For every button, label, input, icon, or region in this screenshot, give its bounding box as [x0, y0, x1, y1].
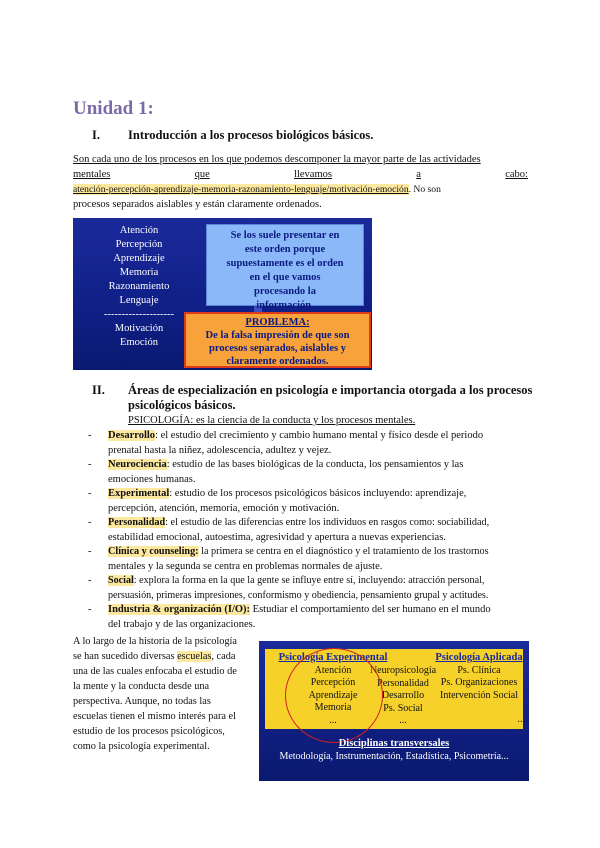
intro-word: que: [194, 169, 210, 180]
bullet-text: la primera se centra en el diagnóstico y el tratamiento de los trastornos: [198, 546, 489, 557]
paragraph-line: estudio de los procesos psicológicos,: [73, 726, 225, 737]
process-item: Emoción: [120, 337, 158, 348]
bullet-term: Personalidad: [108, 517, 166, 528]
column-item: Ps. Clínica: [457, 664, 501, 676]
transversal-title: Disciplinas transversales: [338, 738, 450, 749]
bullet-text: Estudiar el comportamiento del ser humano en el mundo: [250, 604, 491, 615]
bullet-text: persuasión, primeras impresiones, conformismo y obediencia, pensamiento grupal y actitudes.: [108, 590, 489, 601]
paragraph-line: se han sucedido diversas escuelas, cada: [73, 651, 236, 662]
transversal-text: Metodología, Instrumentación, Estadística, Psicometría...: [279, 751, 509, 762]
process-item: Percepción: [115, 239, 163, 250]
column-item: Desarrollo: [381, 690, 425, 701]
bullet-term: Clínica y counseling:: [108, 546, 199, 557]
intro-line-2: [73, 167, 528, 182]
processes-figure: [73, 218, 372, 370]
bullet-text: mentales y la segunda se centra en problemas normales de ajuste.: [108, 561, 383, 572]
column-item: Memoria: [314, 702, 352, 713]
bullet-text: : estudio de las bases biológicas de la conducta, los pensamientos y las: [166, 459, 464, 470]
box-line: supuestamente es el orden: [226, 258, 344, 269]
process-item: Motivación: [114, 323, 164, 334]
column-item: Ps. Social: [383, 702, 423, 714]
bullet-term: Neurociencia: [108, 459, 167, 470]
bullet-text: del trabajo y de las organizaciones.: [108, 619, 256, 630]
paragraph-line: perspectiva. Aunque, no todas las: [73, 696, 211, 707]
definition-text: : es la ciencia de la conducta y los procesos mentales.: [190, 415, 416, 426]
box-line: claramente ordenados.: [226, 356, 329, 367]
box-line: De la falsa impresión de que son: [205, 330, 350, 341]
box-line: procesos separados, aislables y: [209, 343, 346, 354]
box-line: procesando la: [254, 286, 316, 297]
bullet-text: emociones humanas.: [108, 474, 196, 485]
column-item: Ps. Organizaciones: [440, 677, 518, 688]
paragraph-line: como la psicología experimental.: [73, 741, 210, 752]
bullet-text: : el estudio de las diferencias entre los individuos en rasgos como: sociabilidad,: [165, 517, 490, 528]
intro-line-1: Son cada uno de los procesos en los que podemos descomponer la mayor parte de las actividades: [73, 154, 481, 165]
problem-box: [184, 312, 371, 368]
process-item: Lenguaje: [119, 295, 159, 306]
process-list: [81, 224, 197, 350]
column-heading: Psicología Experimental: [278, 652, 388, 663]
highlight-circle: [285, 648, 383, 743]
column-item: Personalidad: [377, 677, 429, 689]
order-explanation-box: [206, 224, 364, 311]
schools-paragraph: [73, 634, 251, 754]
process-item: Memoria: [119, 267, 159, 278]
problem-title: PROBLEMA:: [245, 317, 310, 328]
section-2-number: II.: [92, 383, 105, 397]
bullet-text: prenatal hasta la niñez, adolescencia, adultez y vejez.: [108, 445, 332, 456]
bullet-term: Industria & organización (I/O):: [108, 604, 251, 615]
box-line: en el que vamos: [249, 272, 321, 283]
section-2-title-line: psicológicos básicos.: [128, 398, 236, 412]
section-1-intro: [73, 152, 528, 212]
column-item: Percepción: [310, 677, 356, 688]
box-line: este orden porque: [244, 244, 326, 255]
column-item: ...: [517, 714, 525, 725]
intro-line-3: [73, 182, 528, 197]
column-item: Atención: [314, 664, 352, 676]
column-item: ...: [329, 714, 337, 726]
schools-highlight: escuelas: [177, 651, 212, 662]
bullet-text: estabilidad emocional, autoestima, agresividad y apertura a nuevas experiencias.: [108, 532, 446, 543]
process-item: Razonamiento: [108, 281, 170, 292]
transversal-box: [265, 735, 523, 775]
paragraph-line: A lo largo de la historia de la psicología: [73, 636, 237, 647]
psychology-definition: [128, 413, 415, 428]
bullet-term: Social: [108, 575, 134, 586]
process-item: Atención: [119, 225, 159, 236]
paragraph-line: la mente y la conducta desde una: [73, 681, 210, 692]
schools-panel: [265, 649, 523, 729]
column-item: Aprendizaje: [308, 689, 358, 701]
column-heading: Psicología Aplicada: [435, 652, 523, 663]
intro-word: llevamos: [294, 169, 332, 180]
column-item: ...: [399, 715, 407, 726]
box-line: información.: [256, 300, 314, 311]
process-item: Aprendizaje: [113, 253, 165, 264]
column-item: Neuropsicología: [369, 665, 437, 676]
paragraph-line: una de las cuales enfocaba el estudio de: [73, 666, 237, 677]
page-title: Unidad 1:: [73, 98, 154, 119]
bullet-text: : el estudio del crecimiento y cambio humano mental y físico desde el periodo: [155, 430, 484, 441]
intro-word: cabo:: [505, 169, 528, 180]
definition-term: PSICOLOGÍA: [128, 415, 191, 426]
process-separator: --------------------: [104, 309, 174, 320]
intro-word: a: [416, 169, 421, 180]
bullet-text: percepción, atención, memoria, emoción y motivación.: [108, 503, 340, 514]
bullet-term: Experimental: [108, 488, 170, 499]
bullet-text: : estudio de los procesos psicológicos básicos incluyendo: aprendizaje,: [169, 488, 467, 499]
section-1-number: I.: [92, 128, 100, 142]
bullet-term: Desarrollo: [108, 430, 156, 441]
intro-word: mentales: [73, 169, 111, 180]
intro-line-4: procesos separados aislables y están claramente ordenados.: [73, 199, 322, 210]
applied-column: [433, 652, 525, 727]
section-2-title-line: Áreas de especialización en psicología e importancia otorgada a los procesos: [128, 383, 533, 397]
paragraph-line: escuelas tienen el mismo interés para el: [73, 711, 236, 722]
box-line: Se los suele presentar en: [230, 230, 340, 241]
schools-figure: [259, 641, 529, 781]
intro-tail: . No son: [408, 184, 441, 195]
processes-highlight: atención-percepción-aprendizaje-memoria-razonamiento-lenguaje/motivación-emoción: [73, 184, 409, 195]
bullet-text: : explora la forma en la que la gente se influye entre sí, incluyendo: atracción personal,: [133, 575, 485, 586]
column-item: Intervención Social: [439, 689, 519, 701]
section-1-title: Introducción a los procesos biológicos básicos.: [128, 128, 374, 142]
